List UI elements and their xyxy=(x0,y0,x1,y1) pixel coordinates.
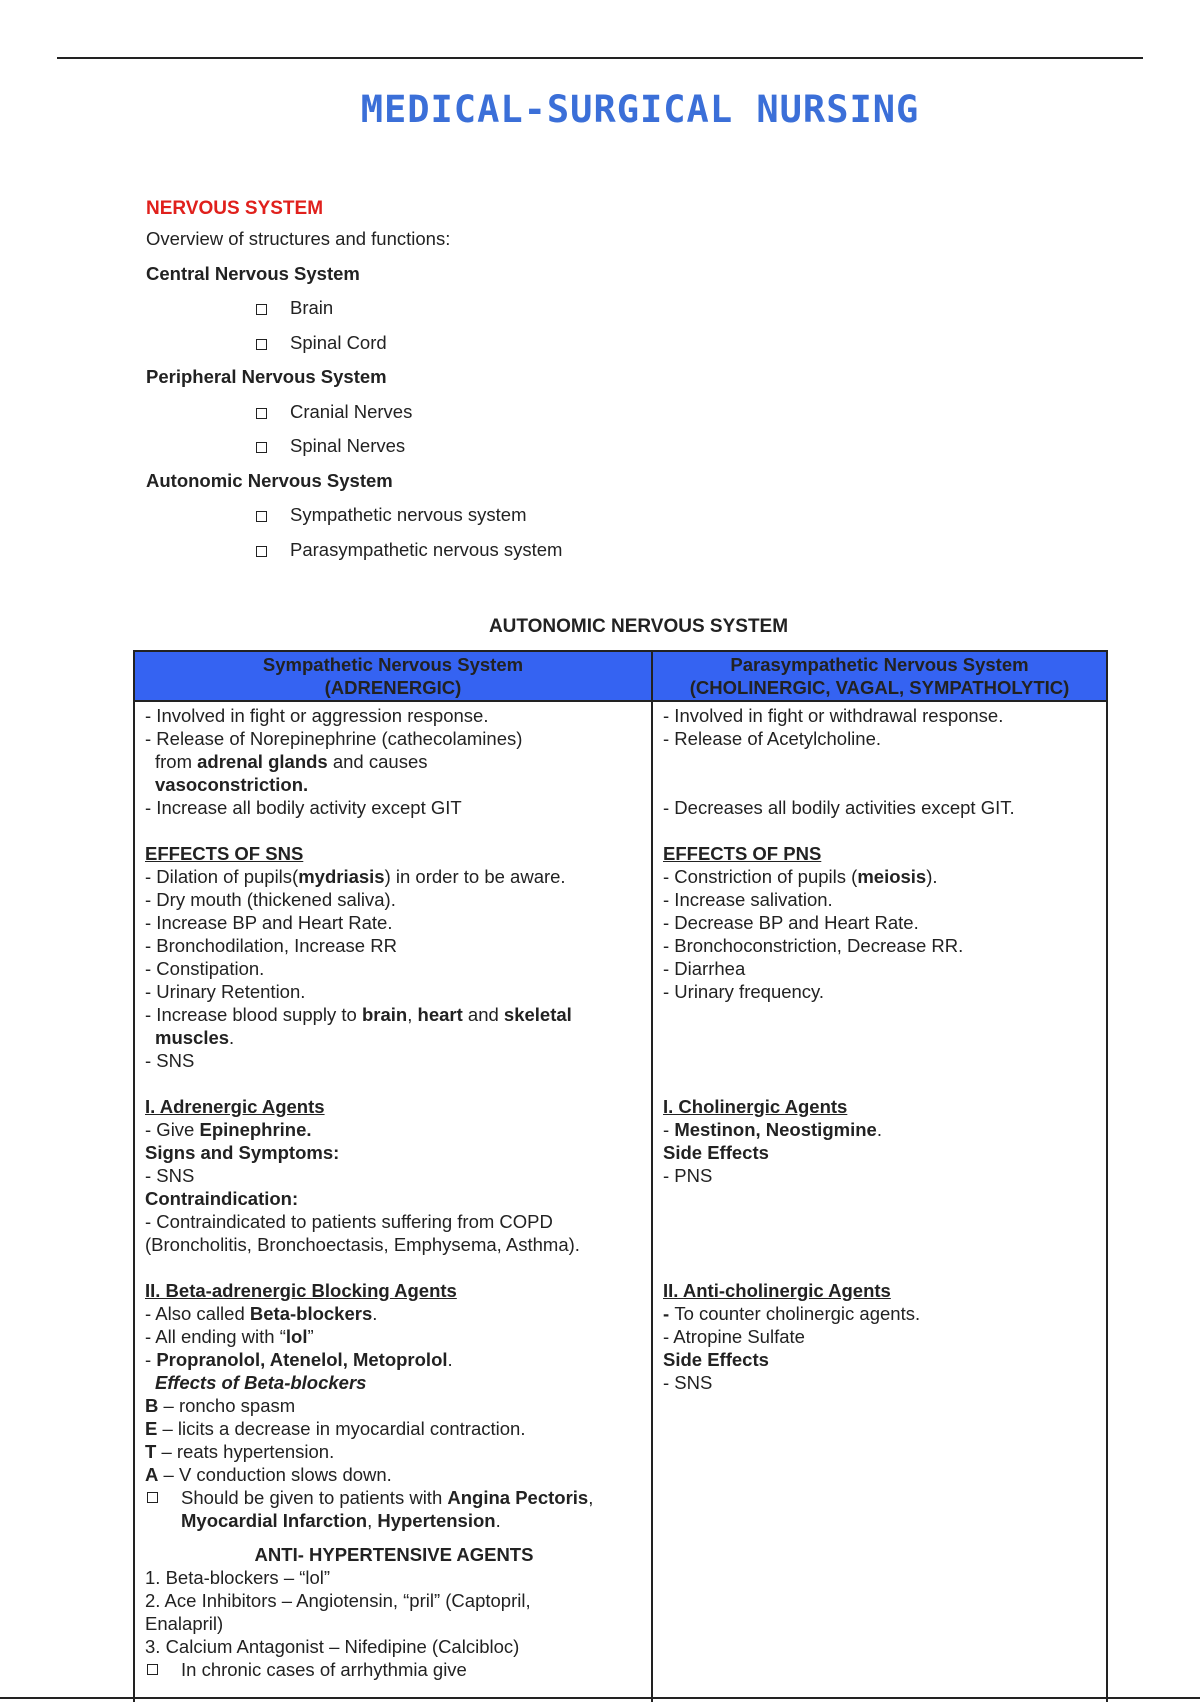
beta-effects-heading: Effects of Beta-blockers xyxy=(155,1372,367,1393)
side-effects-heading-2: Side Effects xyxy=(663,1349,769,1370)
table-header-row xyxy=(134,651,1107,701)
list-item: Sympathetic nervous system xyxy=(146,504,846,539)
text-line: - All ending with “lol” xyxy=(145,1326,314,1347)
text-line: - Mestinon, Neostigmine. xyxy=(663,1119,882,1140)
text-line: muscles. xyxy=(155,1027,235,1048)
list-item: Parasympathetic nervous system xyxy=(146,539,846,574)
text-line: - Propranolol, Atenelol, Metoprolol. xyxy=(145,1349,453,1370)
text-line: - Dry mouth (thickened saliva). xyxy=(145,889,396,910)
overview-text: Overview of structures and functions: xyxy=(146,228,451,249)
text-line: - Bronchodilation, Increase RR xyxy=(145,935,397,956)
text-line: T – reats hypertension. xyxy=(145,1441,335,1462)
table-title: AUTONOMIC NERVOUS SYSTEM xyxy=(488,616,789,637)
text-line: B – roncho spasm xyxy=(145,1395,296,1416)
text-line: - Urinary Retention. xyxy=(145,981,306,1002)
anticholinergic-agents-heading: II. Anti-cholinergic Agents xyxy=(663,1280,891,1301)
group-heading-cns: Central Nervous System xyxy=(146,262,360,284)
text-line: - SNS xyxy=(663,1372,713,1393)
text-line: - Give Epinephrine. xyxy=(145,1119,312,1140)
list-item: Should be given to patients with Angina Pectoris, Myocardial Infarction, Hypertension. xyxy=(145,1486,643,1532)
text-line: Enalapril) xyxy=(145,1613,224,1634)
list-item: Cranial Nerves xyxy=(146,401,846,436)
group-heading-ans: Autonomic Nervous System xyxy=(146,469,393,491)
text-line: - Dilation of pupils(mydriasis) in order to be aware. xyxy=(145,866,566,887)
overview-section xyxy=(146,198,846,573)
text-line: - SNS xyxy=(145,1050,195,1071)
text-line: - Urinary frequency. xyxy=(663,981,825,1002)
checkbox-bullet-icon xyxy=(256,339,267,350)
text-line: - Increase all bodily activity except GIT xyxy=(145,797,462,818)
checkbox-bullet-icon xyxy=(147,1492,158,1503)
text-line: - Increase blood supply to brain, heart and skeletal xyxy=(145,1004,572,1025)
header-sympathetic: Sympathetic Nervous System (ADRENERGIC) xyxy=(134,651,652,701)
text-line: - Bronchoconstriction, Decrease RR. xyxy=(663,935,964,956)
text-line: - PNS xyxy=(663,1165,713,1186)
checkbox-bullet-icon xyxy=(256,511,267,522)
anti-hypertensive-heading: ANTI- HYPERTENSIVE AGENTS xyxy=(254,1544,534,1565)
text-line: - Diarrhea xyxy=(663,958,746,979)
text-line: 2. Ace Inhibitors – Angiotensin, “pril” (Captopril, xyxy=(145,1590,531,1611)
cholinergic-agents-heading: I. Cholinergic Agents xyxy=(663,1096,848,1117)
page-title: MEDICAL-SURGICAL NURSING xyxy=(360,88,920,131)
text-line: - Release of Acetylcholine. xyxy=(663,728,882,749)
text-line: - Increase salivation. xyxy=(663,889,833,910)
text-line: - Contraindicated to patients suffering from COPD xyxy=(145,1211,553,1232)
checkbox-bullet-icon xyxy=(147,1664,158,1675)
checkbox-bullet-icon xyxy=(256,546,267,557)
text-line: vasoconstriction. xyxy=(155,774,309,795)
list-item: In chronic cases of arrhythmia give xyxy=(145,1658,643,1681)
ans-comparison-table xyxy=(133,650,1108,1702)
side-effects-heading: Side Effects xyxy=(663,1142,769,1163)
checkbox-bullet-icon xyxy=(256,442,267,453)
text-line: 1. Beta-blockers – “lol” xyxy=(145,1567,331,1588)
sns-effects-heading: EFFECTS OF SNS xyxy=(145,843,304,864)
pns-effects-heading: EFFECTS OF PNS xyxy=(663,843,822,864)
list-item: Spinal Nerves xyxy=(146,435,846,470)
header-parasympathetic: Parasympathetic Nervous System (CHOLINERGIC, VAGAL, SYMPATHOLYTIC) xyxy=(652,651,1107,701)
checkbox-bullet-icon xyxy=(256,408,267,419)
top-rule xyxy=(57,57,1143,59)
text-line: E – licits a decrease in myocardial contraction. xyxy=(145,1418,526,1439)
section-heading: NERVOUS SYSTEM xyxy=(146,198,324,219)
adrenergic-agents-heading: I. Adrenergic Agents xyxy=(145,1096,325,1117)
text-line: - Atropine Sulfate xyxy=(663,1326,805,1347)
list-item: Brain xyxy=(146,297,846,332)
text-line: - Constriction of pupils (meiosis). xyxy=(663,866,938,887)
text-line: - SNS xyxy=(145,1165,195,1186)
group-heading-pns: Peripheral Nervous System xyxy=(146,366,387,387)
parasympathetic-column xyxy=(652,701,1107,1702)
contraindication-heading: Contraindication: xyxy=(145,1188,299,1209)
text-line: - Involved in fight or withdrawal response. xyxy=(663,705,1004,726)
text-line: A – V conduction slows down. xyxy=(145,1464,392,1485)
text-line: from adrenal glands and causes xyxy=(155,751,428,772)
table-body-row xyxy=(134,701,1107,1702)
text-line: - Decrease BP and Heart Rate. xyxy=(663,912,919,933)
text-line: - Release of Norepinephrine (cathecolamines) xyxy=(145,728,523,749)
text-line: - Constipation. xyxy=(145,958,265,979)
text-line: - Involved in fight or aggression response. xyxy=(145,705,489,726)
checkbox-bullet-icon xyxy=(256,304,267,315)
text-line: - To counter cholinergic agents. xyxy=(663,1303,921,1324)
beta-blocking-heading: II. Beta-adrenergic Blocking Agents xyxy=(145,1280,457,1301)
text-line: - Increase BP and Heart Rate. xyxy=(145,912,393,933)
signs-heading: Signs and Symptoms: xyxy=(145,1142,340,1163)
bottom-rule xyxy=(0,1697,1200,1699)
sympathetic-column xyxy=(134,701,652,1702)
text-line: (Broncholitis, Bronchoectasis, Emphysema, Asthma). xyxy=(145,1234,580,1255)
text-line: - Decreases all bodily activities except GIT. xyxy=(663,797,1015,818)
text-line: 3. Calcium Antagonist – Nifedipine (Calcibloc) xyxy=(145,1636,520,1657)
list-item: Spinal Cord xyxy=(146,332,846,367)
text-line: - Also called Beta-blockers. xyxy=(145,1303,378,1324)
